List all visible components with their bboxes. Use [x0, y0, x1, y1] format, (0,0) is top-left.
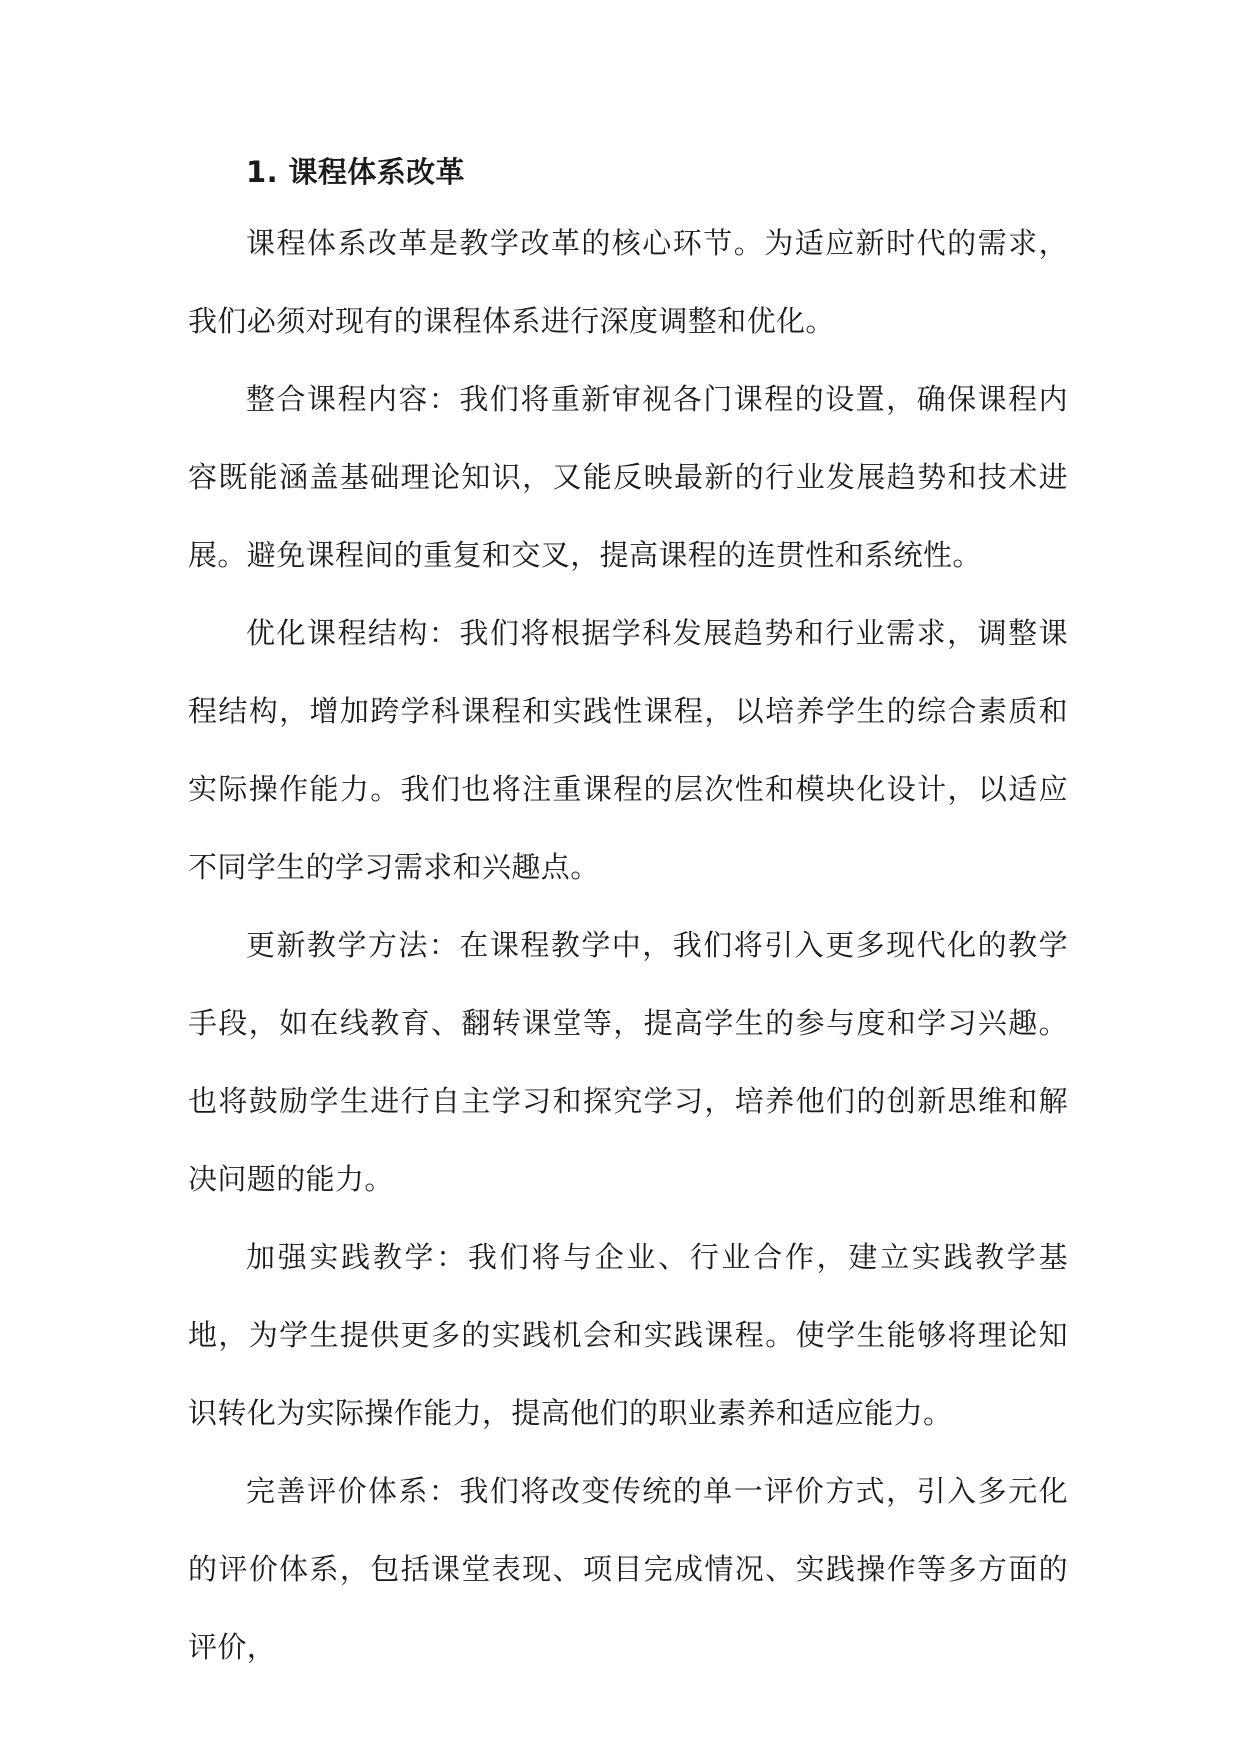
document-body — [188, 140, 1068, 1686]
paragraph-intro: 课程体系改革是教学改革的核心环节。为适应新时代的需求，我们必须对现有的课程体系进行深度调整和优化。 — [188, 226, 1068, 338]
paragraph-update-methods: 更新教学方法：在课程教学中，我们将引入更多现代化的教学手段，如在线教育、翻转课堂等，提高学生的参与度和学习兴趣。也将鼓励学生进行自主学习和探究学习，培养他们的创新思维和解决问题的能力。 — [188, 928, 1068, 1196]
paragraph-optimize-structure: 优化课程结构：我们将根据学科发展趋势和行业需求，调整课程结构，增加跨学科课程和实践性课程，以培养学生的综合素质和实际操作能力。我们也将注重课程的层次性和模块化设计，以适应不同学生的学习需求和兴趣点。 — [188, 616, 1068, 884]
paragraph-integrate-content: 整合课程内容：我们将重新审视各门课程的设置，确保课程内容既能涵盖基础理论知识，又能反映最新的行业发展趋势和技术进展。避免课程间的重复和交叉，提高课程的连贯性和系统性。 — [188, 382, 1068, 572]
paragraph-evaluation-system: 完善评价体系：我们将改变传统的单一评价方式，引入多元化的评价体系，包括课堂表现、项目完成情况、实践操作等多方面的评价， — [188, 1474, 1068, 1664]
paragraph-practice-teaching: 加强实践教学：我们将与企业、行业合作，建立实践教学基地，为学生提供更多的实践机会和实践课程。使学生能够将理论知识转化为实际操作能力，提高他们的职业素养和适应能力。 — [188, 1240, 1068, 1430]
section-heading: 1. 课程体系改革 — [246, 155, 465, 189]
